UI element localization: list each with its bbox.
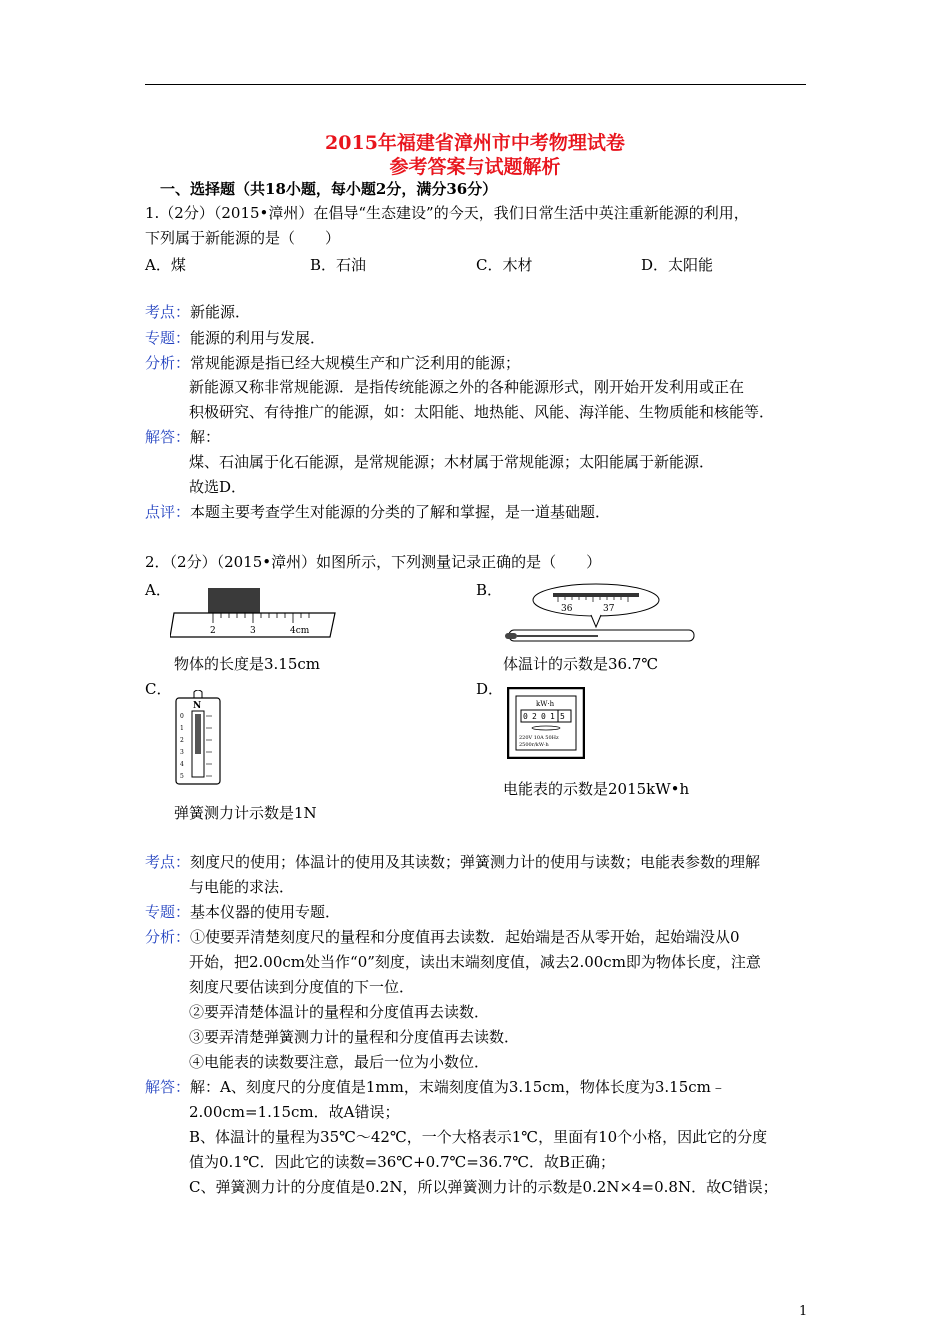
q2-jieda-line4: 值为0.1℃．因此它的读数=36℃+0.7℃=36.7℃．故B正确； <box>189 1153 616 1171</box>
page-subtitle: 参考答案与试题解析 <box>389 156 561 178</box>
meter-digit-2: 2 <box>532 712 537 721</box>
q2-option-b-label: B． <box>476 581 503 599</box>
q2-caption-a: 物体的长度是3.15cm <box>174 655 321 673</box>
fenxi-label: 分析： <box>145 354 191 372</box>
spring-scale-2: 2 <box>180 737 184 744</box>
q2-jieda-line2: 2.00cm=1.15cm．故A错误； <box>189 1103 400 1121</box>
meter-digit-4: 1 <box>550 712 555 721</box>
q2-fenxi-line2: 开始，把2.00cm处当作“0”刻度，读出末端刻度值，减去2.00cm即为物体长度，注意 <box>189 953 761 971</box>
q2-stem: 2．（2分）（2015•漳州）如图所示，下列测量记录正确的是（ ） <box>145 553 602 571</box>
q2-kaodian-line2: 与电能的求法． <box>189 878 295 896</box>
q2-zhuanti <box>145 903 340 921</box>
meter-unit-label: kW·h <box>536 700 555 708</box>
fenxi-label: 分析： <box>145 928 191 946</box>
magnified-bubble <box>533 584 659 616</box>
q2-jieda <box>145 1078 726 1096</box>
spring-scale-3: 3 <box>180 749 184 756</box>
spring-indicator <box>195 714 201 754</box>
q1-dianping <box>145 503 610 521</box>
meter-digit-1: 0 <box>523 712 528 721</box>
q1-zhuanti <box>145 329 325 347</box>
q1-jieda-line1: 解： <box>190 428 221 446</box>
q1-option-b: B．石油 <box>310 256 367 274</box>
q2-jieda-line1: 解：A、刻度尺的分度值是1mm，末端刻度值为3.15cm，物体长度为3.15cm﹣ <box>190 1078 726 1096</box>
mercury-column <box>553 593 639 597</box>
kaodian-label: 考点： <box>145 853 191 871</box>
q1-kaodian <box>145 303 250 321</box>
spring-scale-1: 1 <box>180 725 184 732</box>
kaodian-label: 考点： <box>145 303 191 321</box>
q2-caption-b: 体温计的示数是36.7℃ <box>503 655 659 673</box>
q2-kaodian <box>145 853 760 871</box>
section-heading: 一、选择题（共18小题，每小题2分，满分36分） <box>160 180 498 198</box>
q2-fenxi-line3: 刻度尺要估读到分度值的下一位． <box>189 978 415 996</box>
spring-pole-label: N <box>193 701 202 711</box>
q2-zhuanti-text: 基本仪器的使用专题． <box>190 903 341 921</box>
q2-fenxi-line5: ③要弄清楚弹簧测力计的量程和分度值再去读数． <box>189 1028 520 1046</box>
jieda-label: 解答： <box>145 1078 191 1096</box>
q1-option-c: C．木材 <box>476 256 533 274</box>
q1-dianping-text: 本题主要考查学生对能源的分类的了解和掌握，是一道基础题． <box>190 503 611 521</box>
ruler-tick-3: 3 <box>250 626 256 636</box>
q2-caption-c: 弹簧测力计示数是1N <box>174 804 317 822</box>
jieda-label: 解答： <box>145 428 191 446</box>
q2-caption-d: 电能表的示数是2015kW•h <box>503 780 690 798</box>
meter-spec-line1: 220V 10A 50Hz <box>519 735 559 741</box>
q1-jieda-line3: 故选D． <box>189 478 247 496</box>
ruler-figure <box>170 585 340 643</box>
header-rule <box>145 84 806 85</box>
q1-jieda-line2: 煤、石油属于化石能源，是常规能源；木材属于常规能源；太阳能属于新能源． <box>189 453 715 471</box>
q1-fenxi-line1: 常规能源是指已经大规模生产和广泛利用的能源； <box>190 354 521 372</box>
page-title: 2015年福建省漳州市中考物理试卷 <box>325 132 625 154</box>
ruler-tick-4cm: 4cm <box>290 626 310 636</box>
q2-kaodian-line1: 刻度尺的使用；体温计的使用及其读数；弹簧测力计的使用与读数；电能表参数的理解 <box>190 853 761 871</box>
spring-scale-5: 5 <box>180 773 184 780</box>
q2-fenxi-line6: ④电能表的读数要注意，最后一位为小数位． <box>189 1053 490 1071</box>
thermo-tick-37: 37 <box>603 604 615 614</box>
thermometer-bulb <box>505 633 517 639</box>
meter-digit-5: 5 <box>560 712 565 721</box>
spring-scale-4: 4 <box>180 761 184 768</box>
q1-jieda <box>145 428 220 446</box>
q2-option-d-label: D． <box>476 680 504 698</box>
q2-option-c-label: C． <box>145 680 172 698</box>
meter-digit-3: 0 <box>541 712 546 721</box>
q1-option-a: A．煤 <box>145 256 186 274</box>
q1-fenxi-line3: 积极研究、有待推广的能源，如：太阳能、地热能、风能、海洋能、生物质能和核能等． <box>189 403 775 421</box>
q2-fenxi-line1: ①使要弄清楚刻度尺的量程和分度值再去读数．起始端是否从零开始，起始端没从0 <box>190 928 740 946</box>
thermo-tick-36: 36 <box>561 604 573 614</box>
spring-scale-figure <box>172 690 224 788</box>
q1-fenxi <box>145 354 520 372</box>
ruler-tick-2: 2 <box>210 626 216 636</box>
q1-zhuanti-text: 能源的利用与发展． <box>190 329 326 347</box>
q2-jieda-line3: B、体温计的量程为35℃～42℃，一个大格表示1℃，里面有10个小格，因此它的分度 <box>189 1128 768 1146</box>
q1-kaodian-text: 新能源． <box>190 303 251 321</box>
page-number: 1 <box>799 1304 808 1319</box>
q2-option-a-label: A． <box>145 581 171 599</box>
q2-fenxi <box>145 928 740 946</box>
thermometer-figure <box>503 582 698 644</box>
zhuanti-label: 专题： <box>145 903 191 921</box>
meter-spec-line2: 2500r/kW·h <box>519 742 549 748</box>
q1-option-d: D．太阳能 <box>641 256 714 274</box>
measured-block <box>208 588 260 613</box>
q2-jieda-line5: C、弹簧测力计的分度值是0.2N，所以弹簧测力计的示数是0.2N×4=0.8N．故C错误； <box>189 1178 778 1196</box>
q1-stem-line1: 1.（2分）（2015•漳州）在倡导“生态建设”的今天，我们日常生活中英注重新能源的利用， <box>145 204 749 222</box>
zhuanti-label: 专题： <box>145 329 191 347</box>
q1-fenxi-line2: 新能源又称非常规能源．是指传统能源之外的各种能源形式，刚开始开发利用或正在 <box>189 378 745 396</box>
energy-meter-figure <box>507 687 585 759</box>
dianping-label: 点评： <box>145 503 191 521</box>
q1-stem-line2: 下列属于新能源的是（ ） <box>145 229 341 247</box>
spring-scale-0: 0 <box>180 713 184 720</box>
q2-fenxi-line4: ②要弄清楚体温计的量程和分度值再去读数． <box>189 1003 490 1021</box>
